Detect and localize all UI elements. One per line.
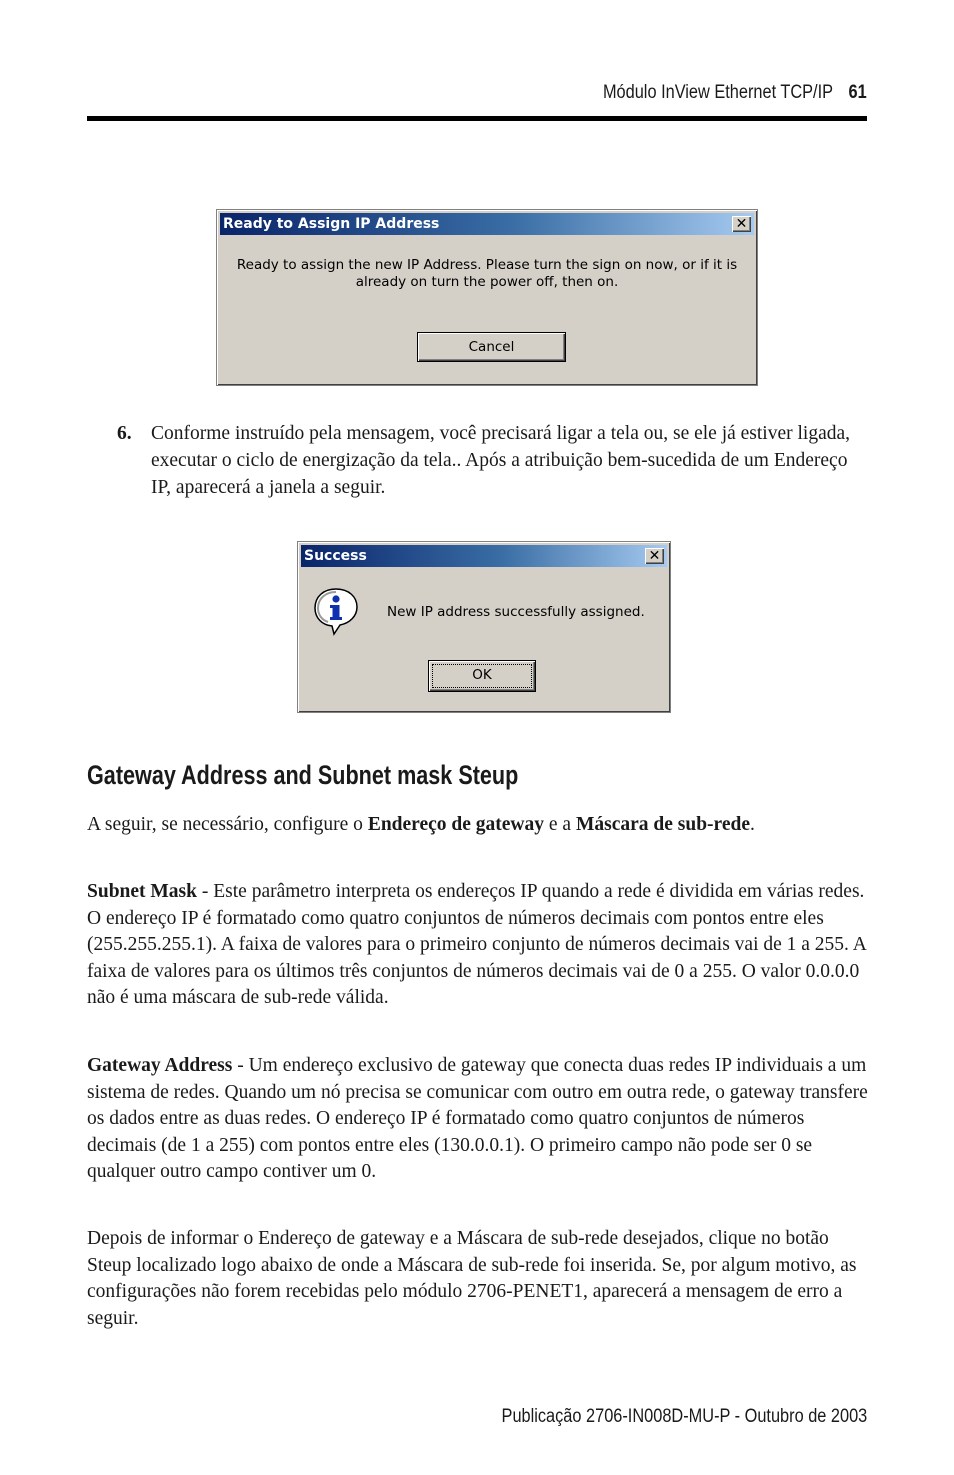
intro-paragraph: [87, 812, 807, 839]
info-icon: [312, 585, 360, 637]
dialog-message: [227, 257, 747, 291]
intro-term-gateway: Endereço de gateway: [367, 814, 545, 835]
success-message: New IP address successfully assigned.: [387, 604, 645, 620]
running-header: [603, 82, 867, 104]
ok-label: OK: [472, 667, 492, 683]
dialog-title: Ready to Assign IP Address: [223, 216, 440, 232]
header-rule: [87, 116, 867, 121]
subnet-mask-term: Subnet Mask: [87, 881, 197, 902]
gateway-address-paragraph: [87, 1053, 877, 1186]
intro-text: A seguir, se necessário, configure o: [87, 814, 368, 835]
page-header: [87, 80, 867, 112]
page-number: 61: [848, 82, 867, 103]
dialog-titlebar[interactable]: [301, 545, 667, 567]
intro-text: .: [750, 814, 755, 835]
dialog-titlebar[interactable]: [220, 213, 754, 235]
ready-to-assign-dialog: [216, 209, 758, 386]
subnet-mask-text: - Este parâmetro interpreta os endereços IP quando a rede é dividida em várias redes. O endereço IP é formatado como quatro conjuntos de números decimais com pontos entre eles (255.255.255.1). A faixa de valores para o primeiro conjunto de números decimais vai de 1 a 255. A faixa de valores para os últimos três conjuntos de números decimais vai de 0 a 255. O valor 0.0.0.0 não é uma máscara de sub-rede válida.: [87, 881, 866, 1008]
dialog-message-line-2: already on turn the power off, then on.: [355, 274, 619, 290]
section-heading: Gateway Address and Subnet mask Steup: [87, 760, 519, 790]
gateway-address-text: - Um endereço exclusivo de gateway que conecta duas redes IP individuais a um sistema de redes. Quando um nó precisa se comunicar com outro em outra rede, o gateway transfere os dados entre as duas redes. O endereço IP é formatado como quatro conjuntos de números decimais (de 1 a 255) com pontos entre eles (130.0.0.1). O primeiro campo não pode ser 0 se qualquer outro campo contiver um 0.: [87, 1055, 868, 1182]
gateway-address-term: Gateway Address: [87, 1055, 233, 1076]
close-icon[interactable]: ✕: [732, 216, 751, 232]
step-text: Conforme instruído pela mensagem, você precisará ligar a tela ou, se ele já estiver ligada, executar o ciclo de energização da tela.. Após a atribuição bem-sucedida de um Endereço IP, aparecerá a janela a seguir.: [151, 423, 851, 498]
dialog-title: Success: [304, 548, 367, 564]
success-dialog: [297, 541, 671, 713]
intro-text: e a: [544, 814, 576, 835]
intro-term-subnet: Máscara de sub-rede: [575, 814, 750, 835]
publication-footer: Publicação 2706-IN008D-MU-P - Outubro de 2003: [501, 1406, 867, 1427]
running-title: Módulo InView Ethernet TCP/IP: [603, 82, 834, 103]
close-icon[interactable]: ✕: [645, 548, 664, 564]
ok-button[interactable]: [428, 660, 536, 692]
subnet-mask-paragraph: [87, 879, 877, 1012]
cancel-button[interactable]: Cancel: [417, 332, 566, 362]
dialog-message-line-1: Ready to assign the new IP Address. Please turn the sign on now, or if it is: [236, 257, 738, 273]
closing-paragraph: Depois de informar o Endereço de gateway e a Máscara de sub-rede desejados, clique no botão Steup localizado logo abaixo de onde a Máscara de sub-rede foi inserida. Se, por algum motivo, as configurações não forem recebidas pelo módulo 2706-PENET1, aparecerá a mensagem de erro a seguir.: [87, 1228, 857, 1329]
step-number: 6.: [117, 423, 132, 444]
